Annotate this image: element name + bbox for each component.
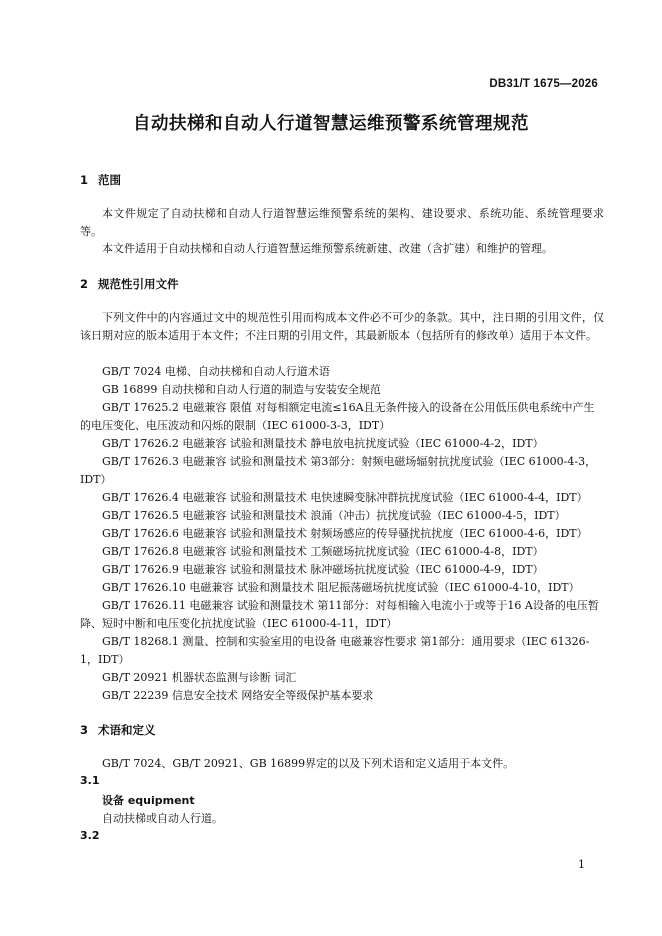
- section-heading: [80, 172, 121, 188]
- reference-item: GB/T 17626.10 电磁兼容 试验和测量技术 阻尼振荡磁场抗扰度试验（IEC 61000-4-10，IDT）: [102, 581, 580, 594]
- section-title: 规范性引用文件: [98, 277, 179, 291]
- section-number: 1: [80, 173, 89, 187]
- term-name: 设备 equipment: [102, 794, 195, 807]
- section-title: 术语和定义: [98, 723, 156, 737]
- paragraph: 本文件适用于自动扶梯和自动人行道智慧运维预警系统新建、改建（含扩建）和维护的管理。: [102, 242, 553, 255]
- reference-item: GB/T 7024 电梯、自动扶梯和自动人行道术语: [102, 365, 330, 378]
- reference-item: GB/T 17625.2 电磁兼容 限值 对每相额定电流≤16A且无条件接入的设备在公用低压供电系统中产生的电压变化、电压波动和闪烁的限制（IEC 61000-3-3，IDT）: [80, 401, 595, 432]
- reference-item: GB/T 17626.5 电磁兼容 试验和测量技术 浪涌（冲击）抗扰度试验（IEC 61000-4-5，IDT）: [102, 509, 566, 522]
- paragraph: 下列文件中的内容通过文中的规范性引用而构成本文件必不可少的条款。其中，注日期的引用文件，仅该日期对应的版本适用于本文件；不注日期的引用文件，其最新版本（包括所有的修改单）适用于本文件。: [80, 311, 604, 342]
- term-number: 3.2: [80, 829, 100, 842]
- section-title: 范围: [98, 173, 121, 187]
- section-number: 2: [80, 277, 89, 291]
- paragraph: 本文件规定了自动扶梯和自动人行道智慧运维预警系统的架构、建设要求、系统功能、系统管理要求等。: [80, 207, 604, 238]
- reference-item: GB/T 22239 信息安全技术 网络安全等级保护基本要求: [102, 689, 374, 702]
- section-heading: [80, 276, 179, 292]
- reference-item: GB/T 17626.8 电磁兼容 试验和测量技术 工频磁场抗扰度试验（IEC 61000-4-8，IDT）: [102, 545, 544, 558]
- section-number: 3: [80, 723, 89, 737]
- reference-item: GB/T 20921 机器状态监测与诊断 词汇: [102, 671, 297, 684]
- document-title: 自动扶梯和自动人行道智慧运维预警系统管理规范: [133, 114, 529, 134]
- term-number: 3.1: [80, 774, 100, 787]
- standard-number: DB31/T 1675—2026: [489, 78, 598, 90]
- reference-item: GB/T 18268.1 测量、控制和实验室用的电设备 电磁兼容性要求 第1部分：通用要求（IEC 61326-1，IDT）: [80, 635, 590, 666]
- term-definition: 自动扶梯或自动人行道。: [102, 812, 223, 825]
- page-number: 1: [578, 858, 585, 871]
- reference-item: GB 16899 自动扶梯和自动人行道的制造与安装安全规范: [102, 383, 381, 396]
- paragraph: GB/T 7024、GB/T 20921、GB 16899界定的以及下列术语和定义适用于本文件。: [102, 757, 515, 770]
- reference-item: GB/T 17626.2 电磁兼容 试验和测量技术 静电放电抗扰度试验（IEC 61000-4-2，IDT）: [102, 437, 544, 450]
- reference-item: GB/T 17626.11 电磁兼容 试验和测量技术 第11部分：对每相输入电流小于或等于16 A设备的电压暂降、短时中断和电压变化抗扰度试验（IEC 61000-4-11，IDT）: [80, 599, 599, 630]
- reference-item: GB/T 17626.4 电磁兼容 试验和测量技术 电快速瞬变脉冲群抗扰度试验（IEC 61000-4-4，IDT）: [102, 491, 588, 504]
- section-heading: [80, 722, 156, 738]
- reference-item: GB/T 17626.6 电磁兼容 试验和测量技术 射频场感应的传导骚扰抗扰度（IEC 61000-4-6，IDT）: [102, 527, 588, 540]
- reference-item: GB/T 17626.3 电磁兼容 试验和测量技术 第3部分：射频电磁场辐射抗扰度试验（IEC 61000-4-3，IDT）: [80, 455, 597, 486]
- reference-item: GB/T 17626.9 电磁兼容 试验和测量技术 脉冲磁场抗扰度试验（IEC 61000-4-9，IDT）: [102, 563, 544, 576]
